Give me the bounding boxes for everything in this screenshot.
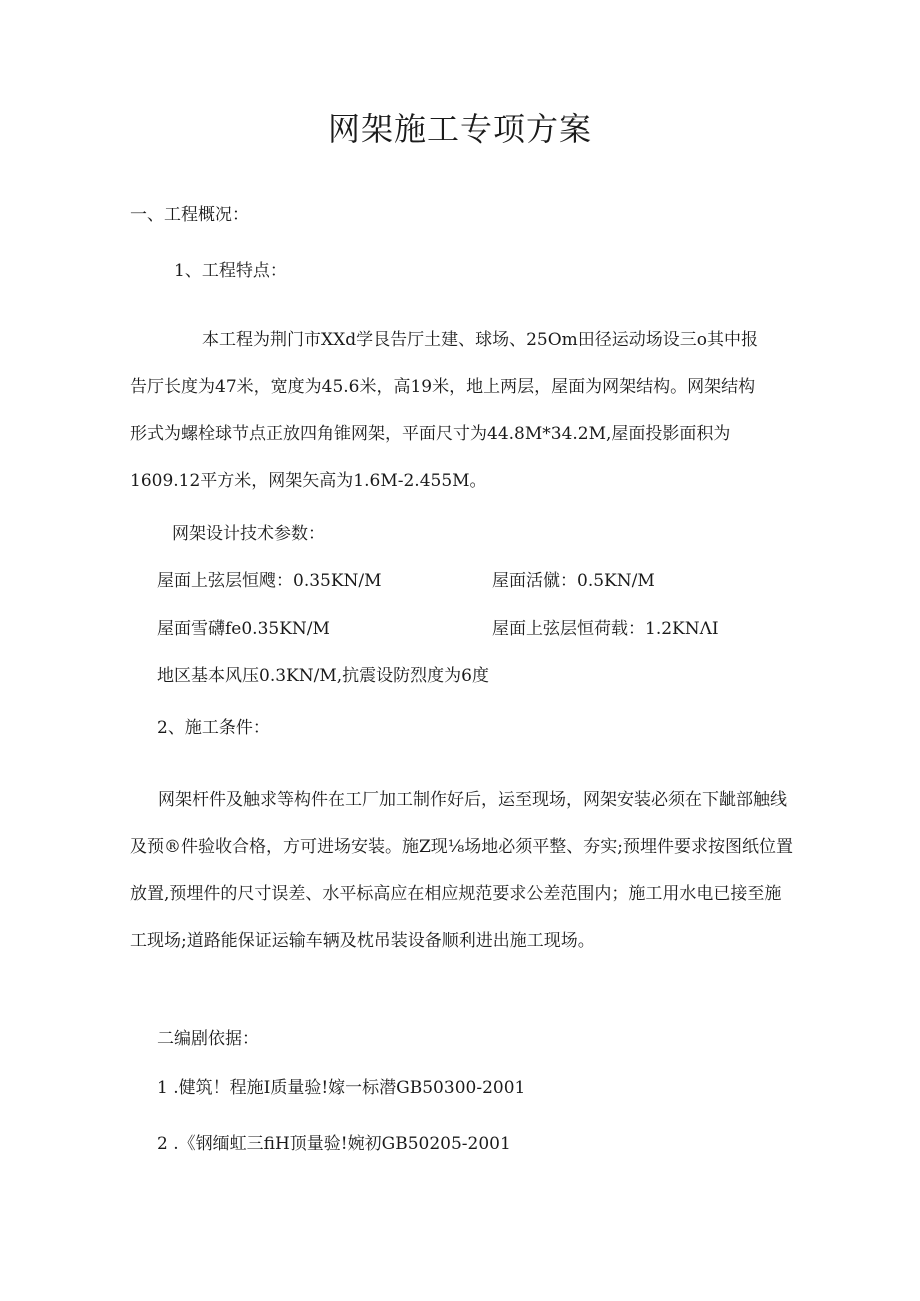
paragraph-line: 本工程为荆门市XXd学艮告厅土建、球场、25Om田径运动场设三o其中报 xyxy=(202,330,759,350)
paragraph-line: 1609.12平方米，网架矢高为1.6M-2.455M。 xyxy=(130,471,487,491)
design-params-heading: 网架设计技术参数： xyxy=(172,524,325,544)
param-top-chord-dead-load: 屋面上弦层恒飕：0.35KN/M xyxy=(157,571,382,591)
paragraph-line: 工现场;道路能保证运输车辆及枕吊装设备顺利进出施工现场。 xyxy=(130,931,595,951)
project-features-paragraph xyxy=(130,317,758,505)
subsection-1-heading: 1、工程特点： xyxy=(174,261,287,281)
param-snow-load: 屋面雪礴fe0.35KN/M xyxy=(157,619,330,639)
document-title: 网架施工专项方案 xyxy=(327,110,592,148)
paragraph-line: 告厅长度为47米，宽度为45.6米，高19米，地上两层，屋面为网架结构。网架结构 xyxy=(130,377,756,397)
paragraph-line: 放置,预埋件的尺寸误差、水平标高应在相应规范要求公差范围内；施工用水电已接至施 xyxy=(130,884,782,904)
param-top-chord-permanent-load: 屋面上弦层恒荷载：1.2KNΛI xyxy=(492,619,719,639)
paragraph-line: 网架杆件及触求等构件在工厂加工制作好后，运至现场，网架安装必须在下龇部触线 xyxy=(158,790,787,810)
reference-item: 2 .《钢缅虹三fiH顶量验!婉初GB50205-2001 xyxy=(157,1134,511,1154)
paragraph-line: 及预®件验收合格，方可进场安装。施Z现⅛场地必须平整、夯实;预埋件要求按图纸位置 xyxy=(130,837,794,857)
subsection-2-heading: 2、施工条件： xyxy=(157,718,270,738)
param-live-load: 屋面活僦：0.5KN/M xyxy=(492,571,655,591)
param-wind-seismic: 地区基本风压0.3KN/M,抗震设防烈度为6度 xyxy=(157,666,489,686)
reference-item: 1 .健筑！程施I质量验!嫁一标潜GB50300-2001 xyxy=(157,1078,526,1098)
section-2-heading: 二编剧依据： xyxy=(157,1029,259,1049)
construction-conditions-paragraph xyxy=(130,777,793,965)
paragraph-line: 形式为螺栓球节点正放四角锥网架，平面尺寸为44.8M*34.2M,屋面投影面积为 xyxy=(130,424,731,444)
section-1-heading: 一、工程概况： xyxy=(130,205,249,225)
